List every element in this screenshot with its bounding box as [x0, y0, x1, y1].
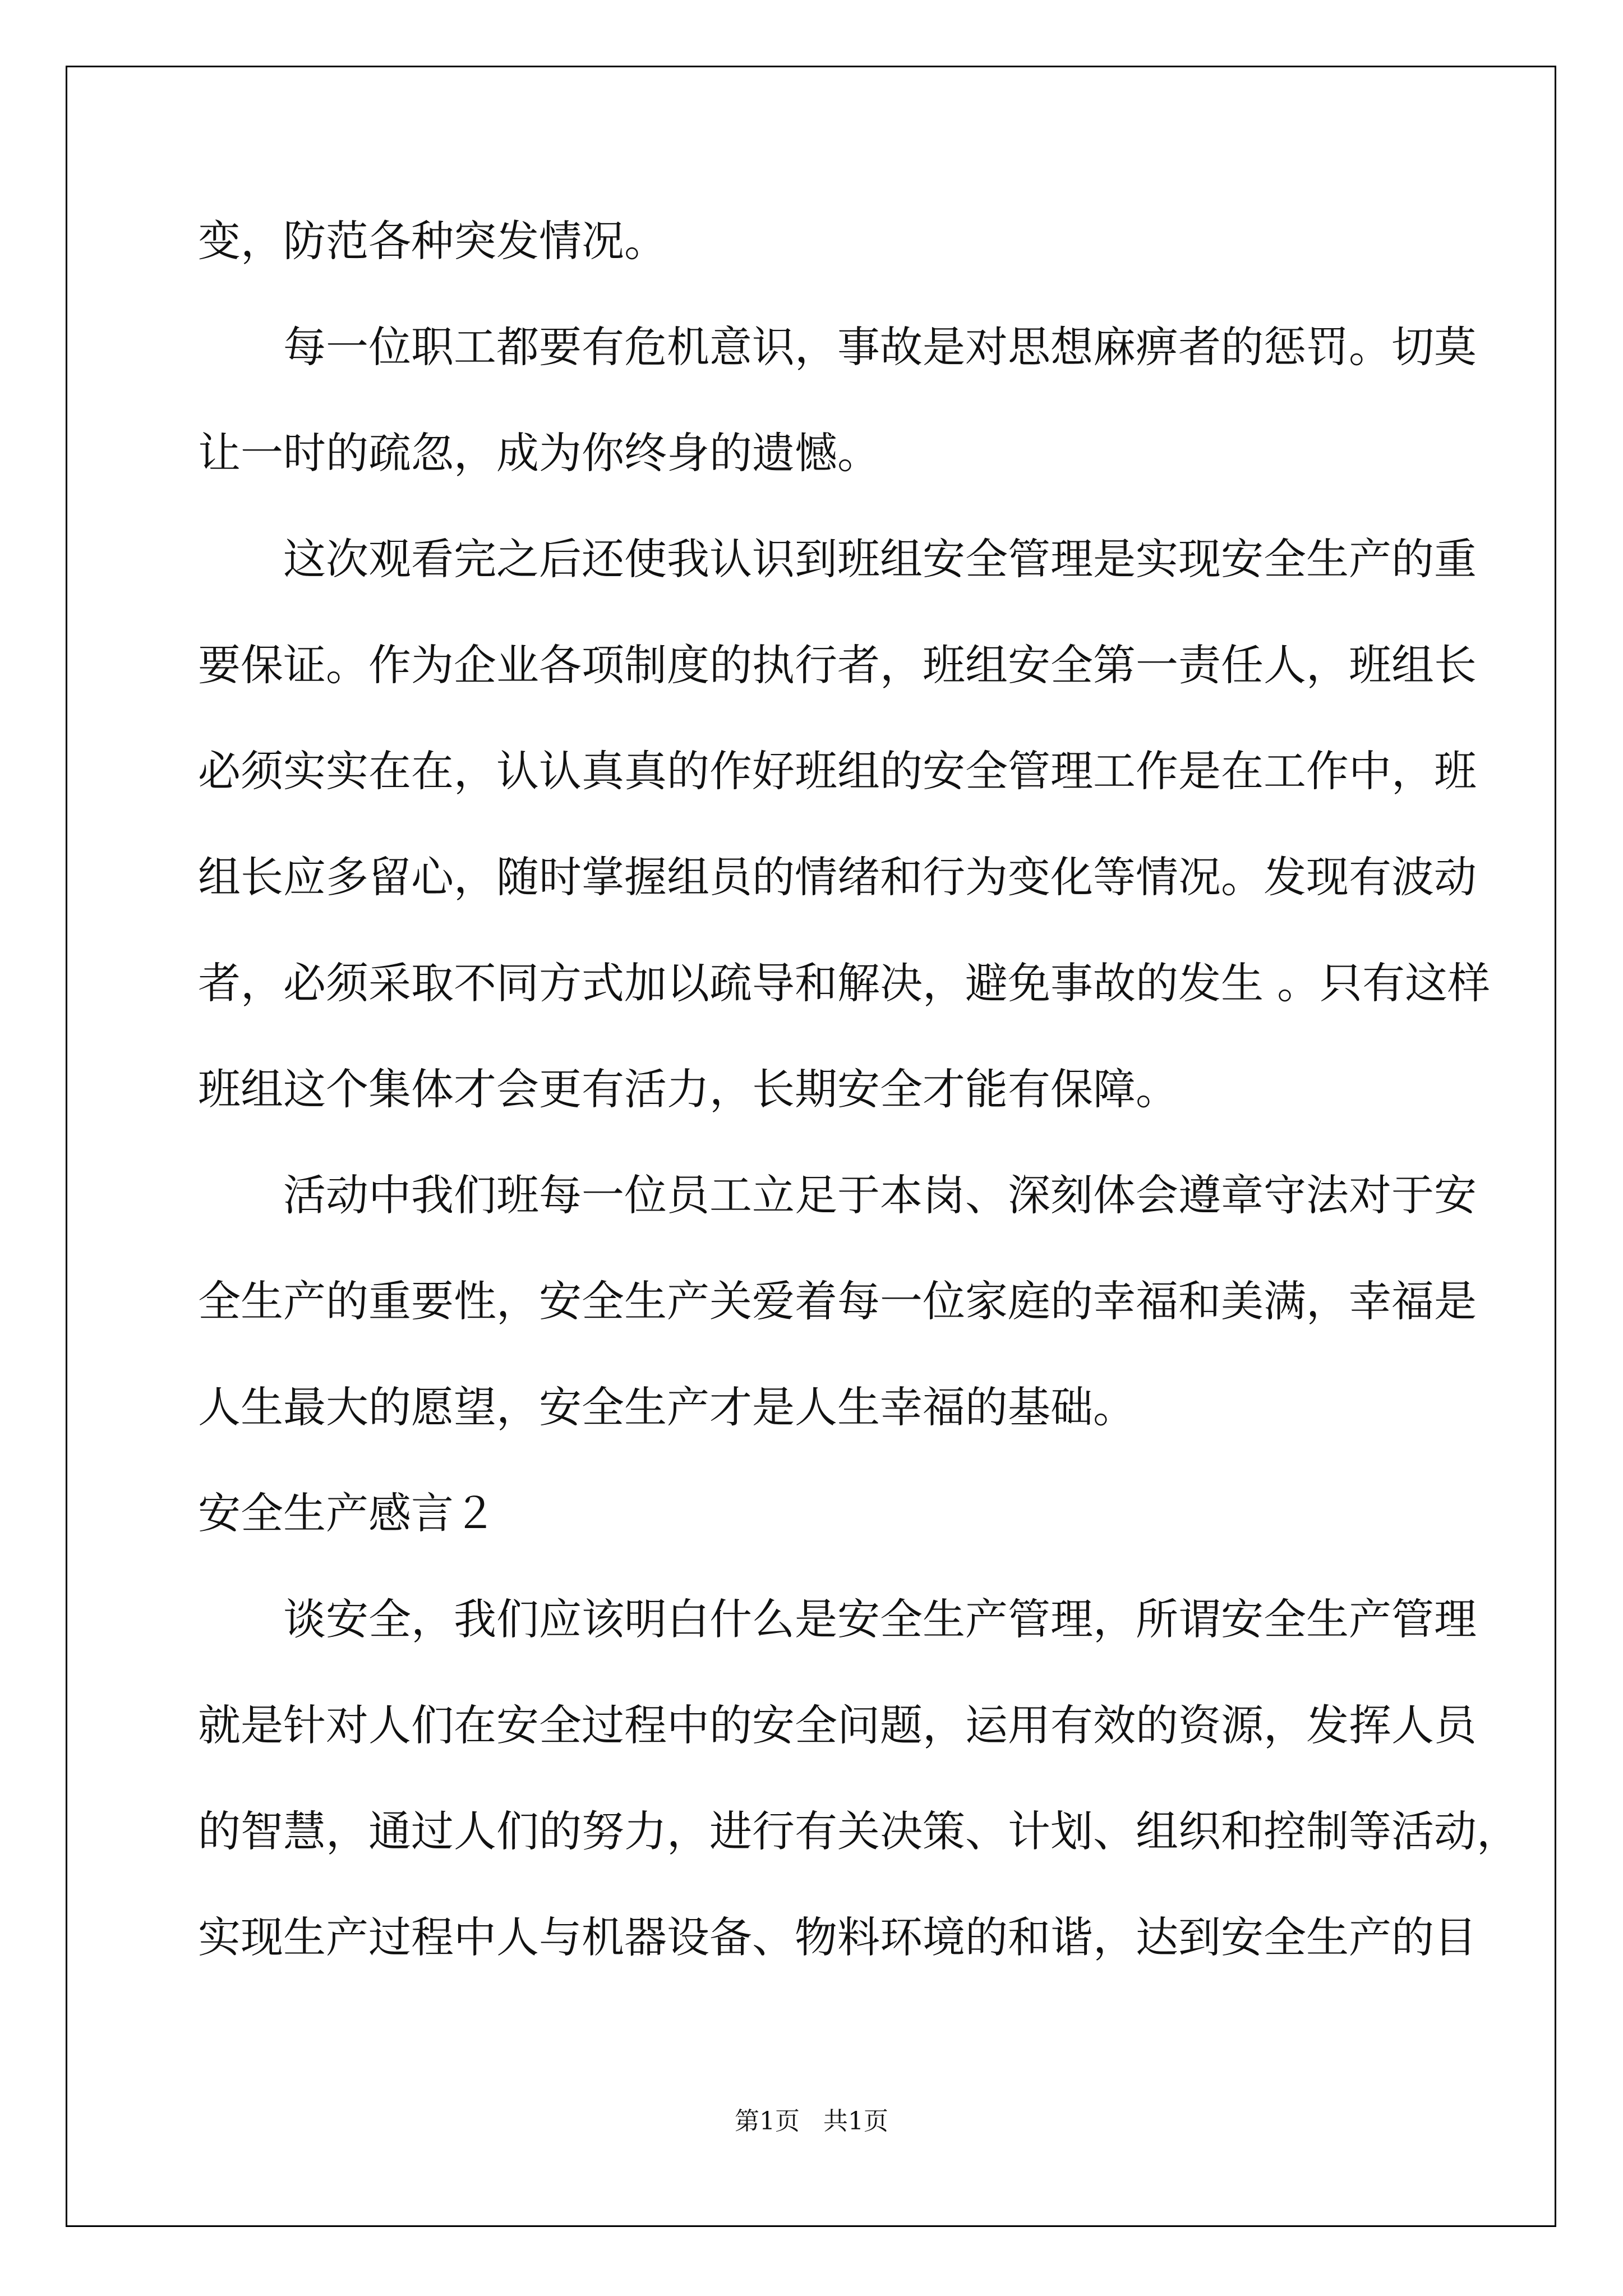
paragraph-start-line: 每一位职工都要有危机意识，事故是对思想麻痹者的惩罚。切莫 — [283, 322, 1477, 372]
page-number: 第1页 — [735, 2107, 800, 2136]
text-line: 要保证。作为企业各项制度的执行者，班组安全第一责任人，班组长 — [198, 640, 1477, 690]
text-line: 变，防范各种突发情况。 — [198, 216, 667, 266]
page-footer — [0, 2101, 1623, 2137]
paragraph-start-line: 谈安全，我们应该明白什么是安全生产管理，所谓安全生产管理 — [283, 1594, 1477, 1644]
text-line: 全生产的重要性，安全生产关爱着每一位家庭的幸福和美满，幸福是 — [198, 1276, 1477, 1326]
page-total: 共1页 — [823, 2107, 888, 2136]
document-body — [198, 188, 1519, 1990]
paragraph-start-line: 这次观看完之后还使我认识到班组安全管理是实现安全生产的重 — [283, 534, 1477, 584]
text-line: 人生最大的愿望，安全生产才是人生幸福的基础。 — [198, 1382, 1136, 1432]
text-line: 组长应多留心，随时掌握组员的情绪和行为变化等情况。发现有波动 — [198, 852, 1477, 902]
text-line: 者，必须采取不同方式加以疏导和解决，避免事故的发生 。只有这样 — [198, 958, 1491, 1008]
text-line: 的智慧，通过人们的努力，进行有关决策、计划、组织和控制等活动， — [198, 1806, 1519, 1856]
text-line: 必须实实在在，认认真真的作好班组的安全管理工作是在工作中，班 — [198, 746, 1477, 796]
section-heading: 安全生产感言２ — [198, 1488, 496, 1538]
text-line: 让一时的疏忽，成为你终身的遗憾。 — [198, 428, 880, 478]
text-line: 班组这个集体才会更有活力，长期安全才能有保障。 — [198, 1064, 1178, 1114]
paragraph-start-line: 活动中我们班每一位员工立足于本岗、深刻体会遵章守法对于安 — [283, 1170, 1477, 1220]
text-line: 就是针对人们在安全过程中的安全问题，运用有效的资源，发挥人员 — [198, 1700, 1477, 1750]
text-line: 实现生产过程中人与机器设备、物料环境的和谐，达到安全生产的目 — [198, 1912, 1477, 1962]
